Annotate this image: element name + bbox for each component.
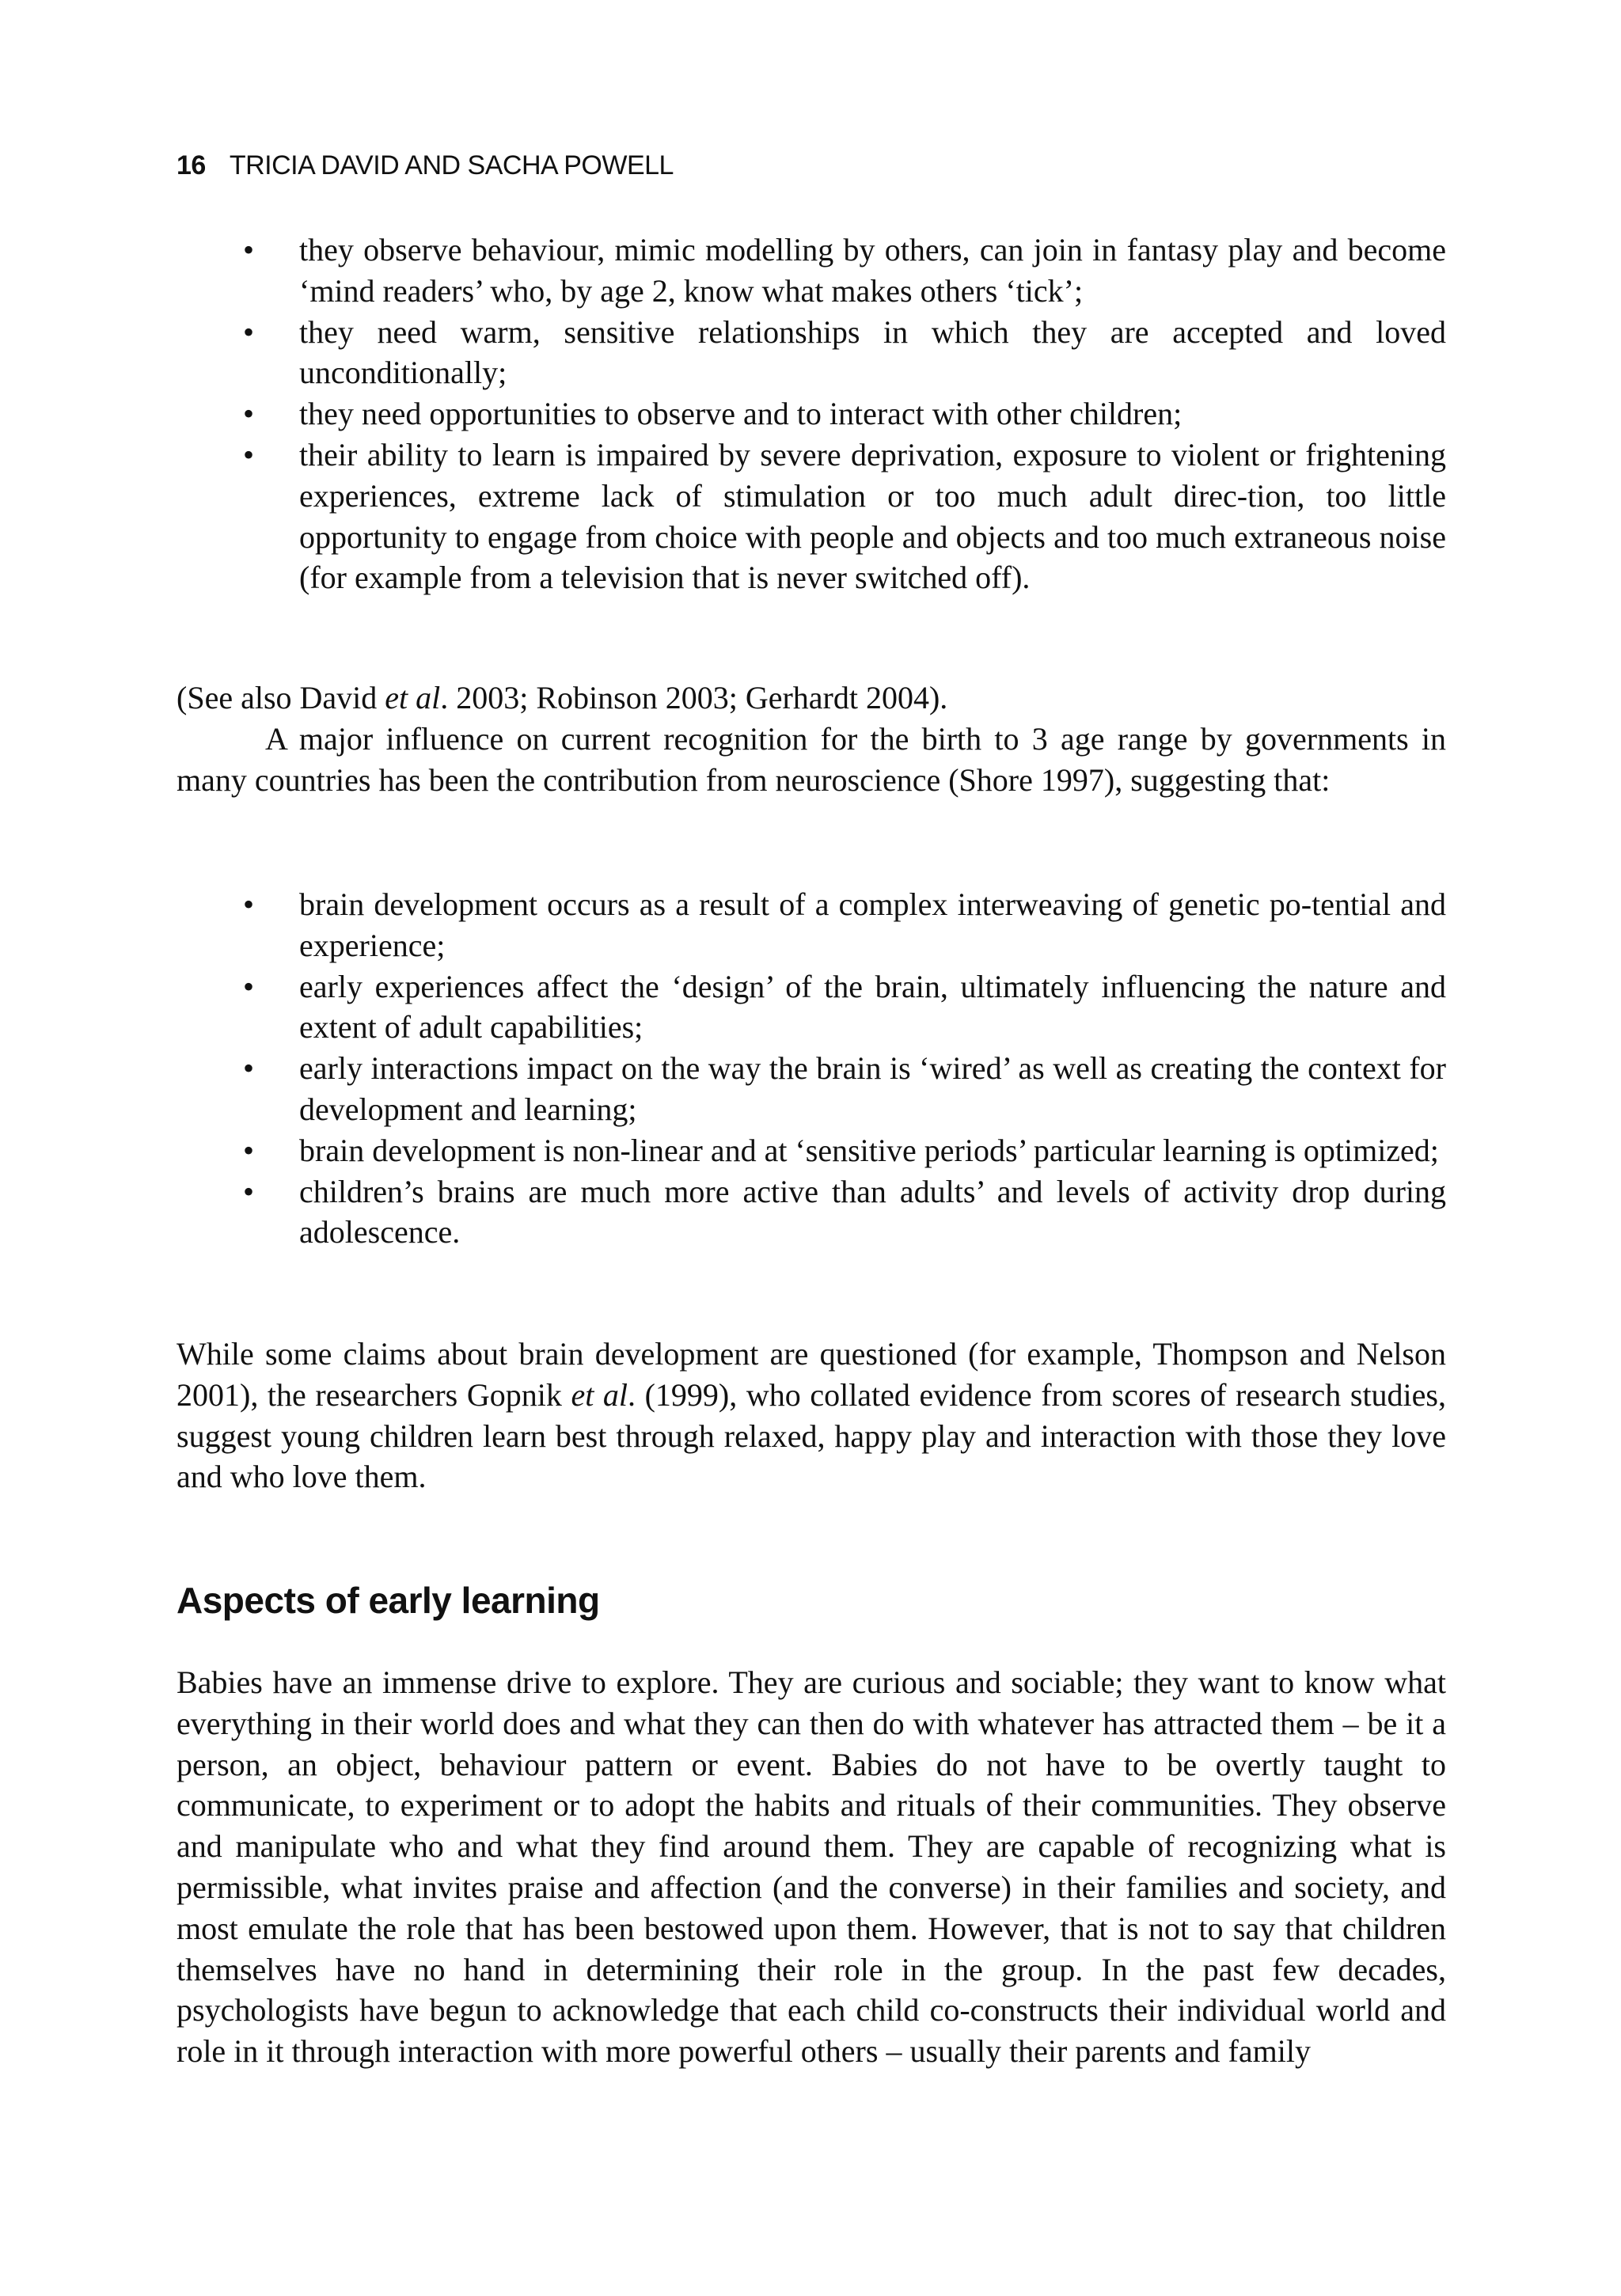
list-item-text: they need opportunities to observe and to interact with other children; — [299, 396, 1183, 432]
bullet-icon: • — [243, 1050, 255, 1087]
running-header — [177, 150, 674, 181]
body-text-while — [177, 1334, 1446, 1497]
italic-text: et al — [385, 680, 441, 715]
bullet-icon: • — [243, 968, 255, 1004]
list-item-text: brain development occurs as a result of a complex interweaving of genetic po-tential and experience; — [299, 886, 1446, 963]
list-item — [177, 435, 1446, 598]
list-item — [177, 884, 1446, 966]
list-item-text: their ability to learn is impaired by severe deprivation, exposure to violent or frightening experiences, extreme lack of stimulation or too much adult direc-tion, too little opportunity to engage from choice with people and objects and too much extraneous noise (for example from a television that is never switched off). — [299, 436, 1446, 596]
list-item-text: early interactions impact on the way the brain is ‘wired’ as well as creating the context for development and learning; — [299, 1050, 1446, 1127]
list-item — [177, 1048, 1446, 1130]
page-number: 16 — [177, 150, 206, 180]
bullet-icon: • — [243, 1173, 255, 1209]
text: . (1999), who collated evidence from scores of research studies, suggest young children learn best through relaxed, happy play and interaction with those they love and who love them. — [177, 1376, 1446, 1495]
bullet-list-needs — [177, 230, 1446, 598]
bullet-icon: • — [243, 436, 255, 472]
list-item — [177, 1130, 1446, 1171]
bullet-icon: • — [243, 232, 255, 268]
list-item-text: brain development is non-linear and at ‘sensitive periods’ particular learning is optimized; — [299, 1132, 1439, 1168]
list-item-text: they observe behaviour, mimic modelling by others, can join in fantasy play and become ‘mind readers’ who, by age 2, know what makes others ‘tick’; — [299, 232, 1446, 309]
list-item-text: early experiences affect the ‘design’ of the brain, ultimately influencing the nature and extent of adult capabilities; — [299, 968, 1446, 1046]
list-item — [177, 312, 1446, 394]
bullet-icon: • — [243, 1132, 255, 1168]
paragraph-while — [177, 1334, 1446, 1497]
list-item-text: they need warm, sensitive relationships in which they are accepted and loved unconditionally; — [299, 313, 1446, 391]
body-text-babies — [177, 1662, 1446, 2072]
list-item — [177, 1171, 1446, 1254]
section-heading: Aspects of early learning — [177, 1580, 600, 1621]
bullet-list-neuroscience — [177, 884, 1446, 1253]
see-also-paragraph — [177, 677, 1446, 719]
text: While some claims about brain development are questioned (for example, Thompson and Nelson 2001), the researchers Gopnik — [177, 1336, 1446, 1413]
text: . 2003; Robinson 2003; Gerhardt 2004). — [440, 680, 948, 715]
running-title: TRICIA DAVID AND SACHA POWELL — [229, 150, 674, 180]
bullet-icon: • — [243, 396, 255, 432]
paragraph-major-influence: A major influence on current recognition for the birth to 3 age range by governments in many countries has been the contribution from neuroscience (Shore 1997), suggesting that: — [177, 720, 1446, 798]
list-item — [177, 966, 1446, 1049]
list-item-text: children’s brains are much more active than adults’ and levels of activity drop during adolescence. — [299, 1173, 1446, 1250]
bullet-icon: • — [243, 886, 255, 922]
text: (See also David — [177, 680, 385, 715]
list-item — [177, 230, 1446, 312]
list-item — [177, 393, 1446, 435]
paragraph-babies: Babies have an immense drive to explore. They are curious and sociable; they want to know what everything in their world does and what they can then do with whatever has attracted them – be it a person, an object, behaviour pattern or event. Babies do not have to be overtly taught to communicate, to experiment or to adopt the habits and rituals of their communities. They observe and manipulate who and what they find around them. They are capable of recognizing what is permissible, what invites praise and affection (and the converse) in their families and society, and most emulate the role that has been bestowed upon them. However, that is not to say that children themselves have no hand in determining their role in the group. In the past few decades, psychologists have begun to acknowledge that each child co-constructs their individual world and role in it through interaction with more powerful others – usually their parents and family — [177, 1664, 1446, 2070]
body-text-see-also — [177, 677, 1446, 800]
bullet-icon: • — [243, 313, 255, 350]
italic-text: et al — [571, 1376, 628, 1413]
